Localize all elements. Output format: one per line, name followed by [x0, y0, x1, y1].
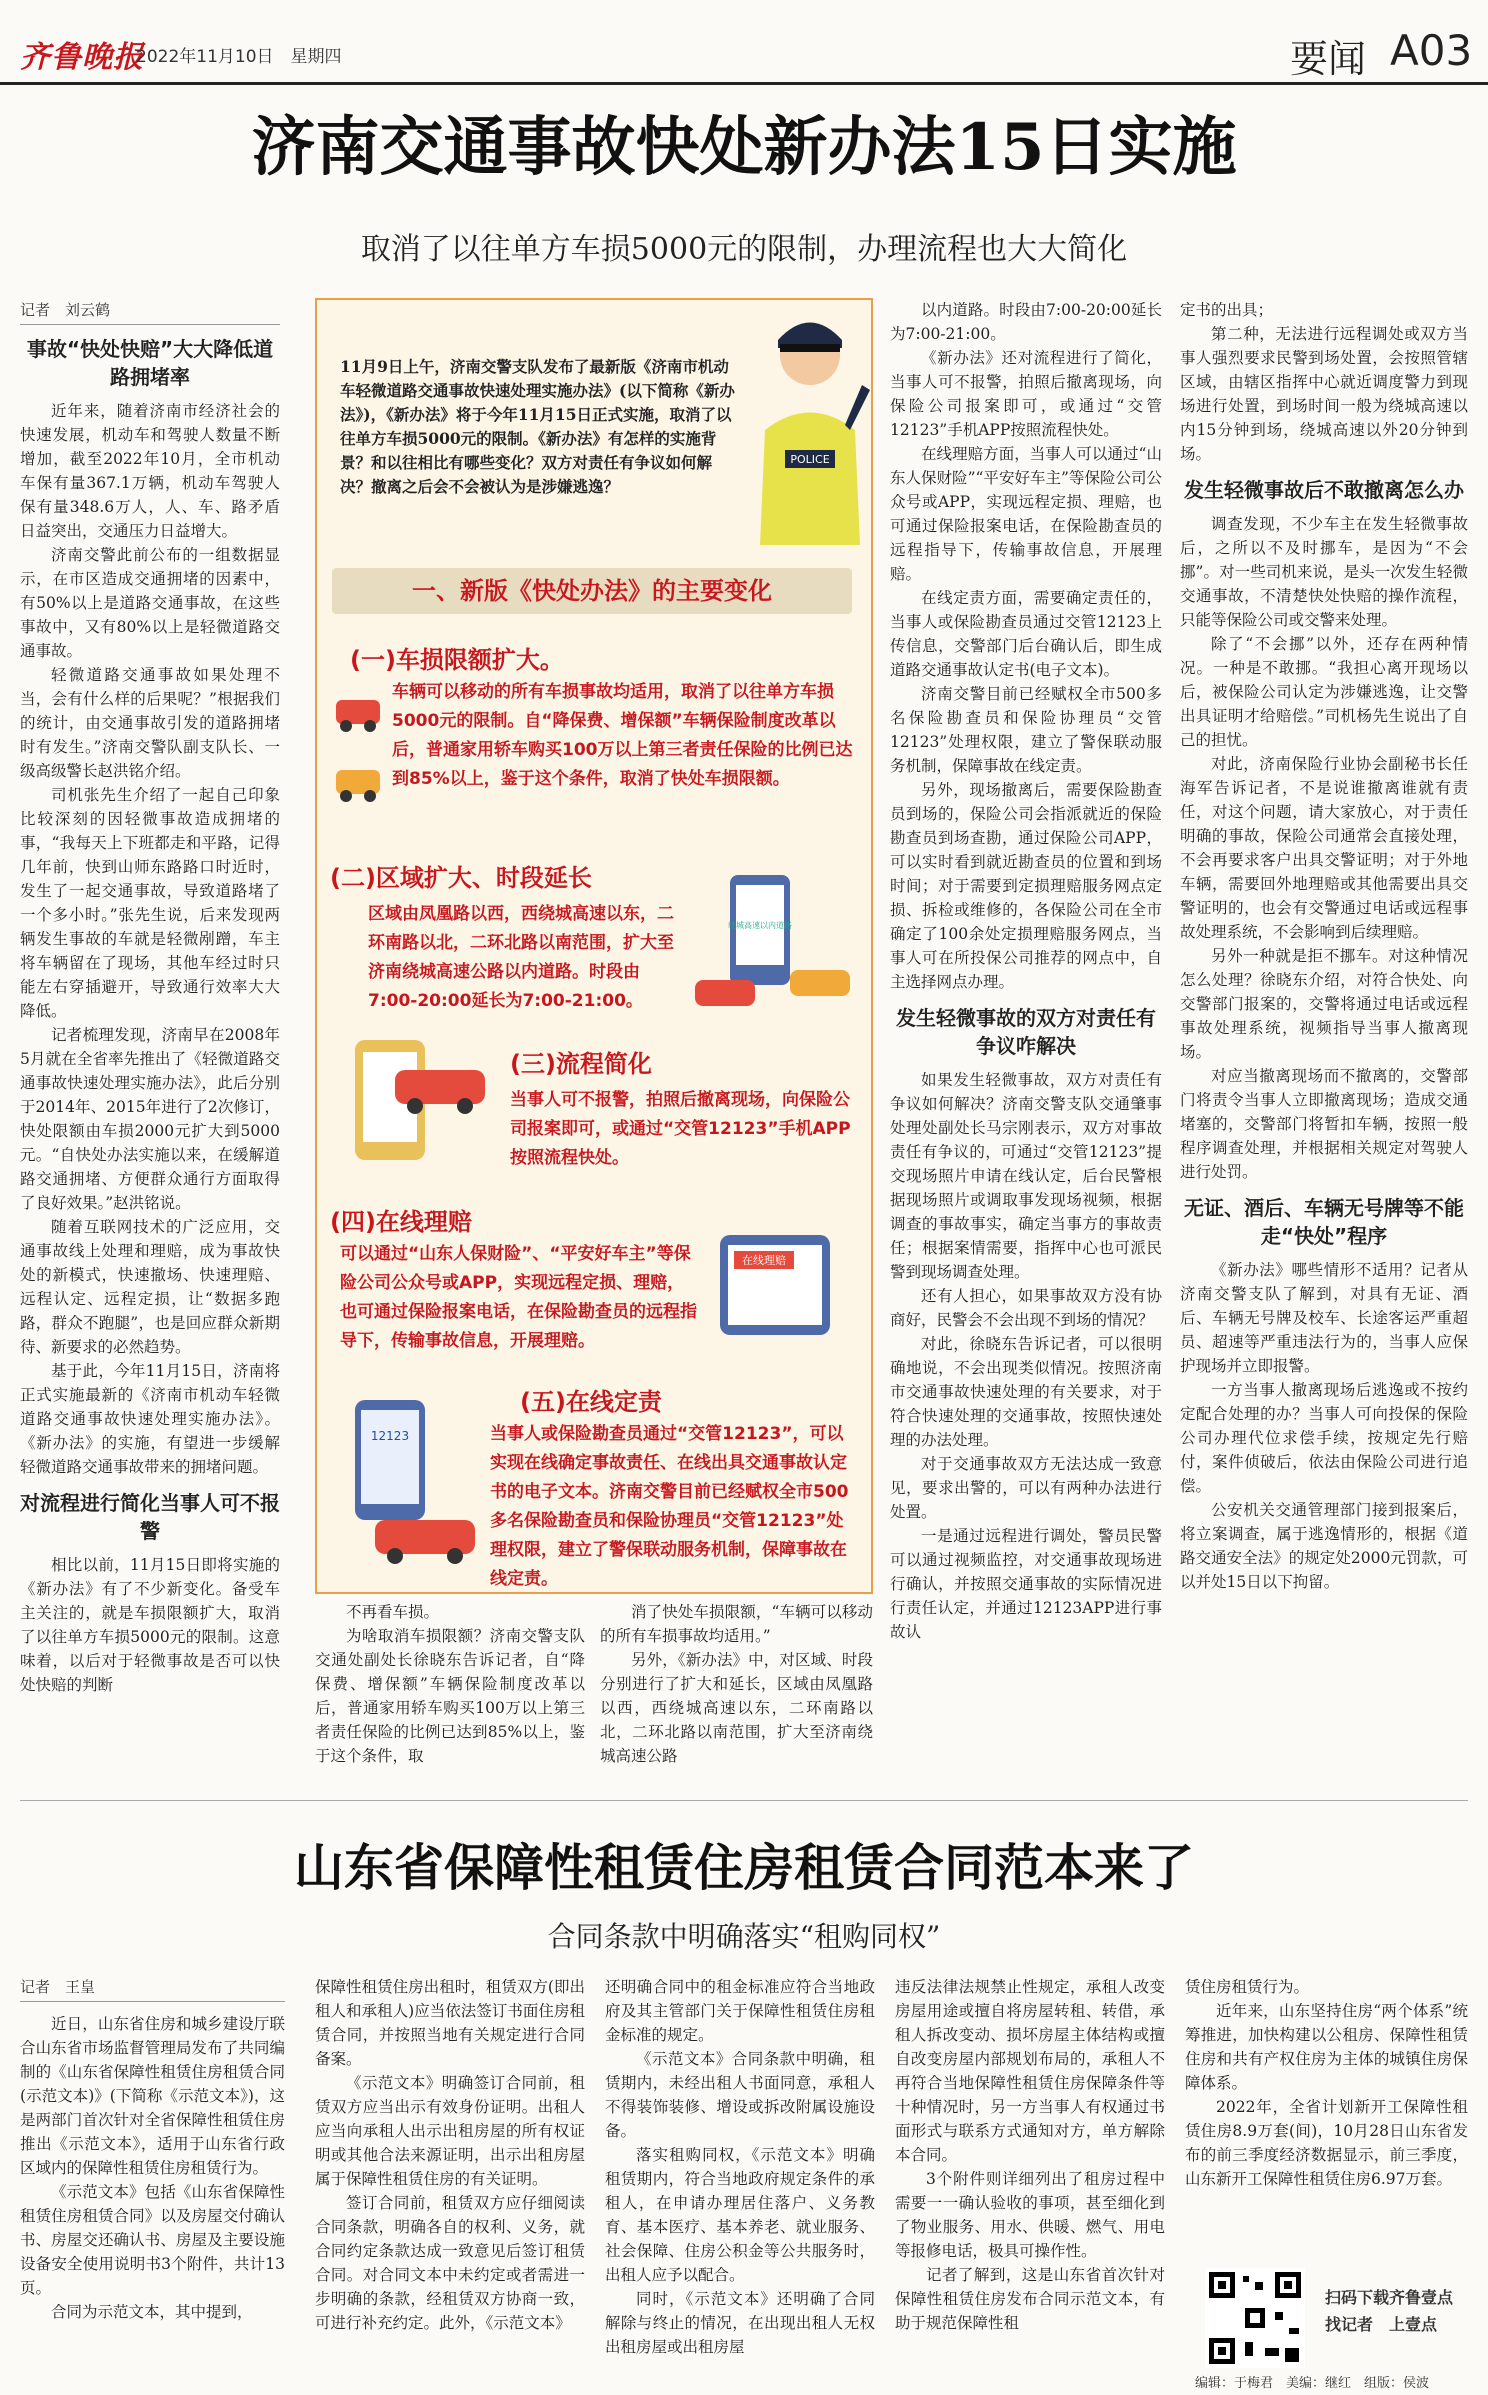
paragraph: 《示范文本》合同条款中明确，租赁期内，未经出租人书面同意，承租人不得装饰装修、增设或拆改附属设施设备。: [605, 2050, 875, 2140]
page-number: A03: [1390, 26, 1473, 75]
paragraph: 近年来，随着济南市经济社会的快速发展，机动车和驾驶人数量不断增加，截至2022年10月，全市机动车保有量367.1万辆，机动车驾驶人保有量348.6万人，人、车、路矛盾日益突出，交通压力日益增大。: [20, 402, 280, 540]
phone-screen-text: 在线理赔: [742, 1254, 786, 1267]
paragraph: 如果发生轻微事故，双方对责任有争议如何解决？济南交警支队交通肇事处理处副处长马宗刚表示，双方对事故责任有争议的，可通过“交管12123”提交现场照片申请在线认定，后台民警根据现场照片或调取事发现场视频，根据调查的事故事实，确定当事方的事故责任；根据案情需要，指挥中心也可派民警到现场调查处理。: [890, 1071, 1162, 1281]
paragraph: 《新办法》哪些情形不适用？记者从济南交警支队了解到，对具有无证、酒后、车辆无号牌及校车、长途客运严重超员、超速等严重违法行为的，当事人应保护现场并立即报警。: [1180, 1261, 1468, 1375]
paragraph: 还明确合同中的租金标准应符合当地政府及其主管部门关于保障性租赁住房租金标准的规定。: [605, 1978, 875, 2044]
paragraph: 落实租购同权，《示范文本》明确租赁期内，符合当地政府规定条件的承租人，在申请办理居住落户、义务教育、基本医疗、基本养老、就业服务、社会保障、住房公积金等公共服务时，出租人应予以配合。: [605, 2146, 875, 2284]
paragraph: 以内道路。时段由7:00-20:00延长为7:00-21:00。: [890, 301, 1162, 343]
phone-screen-text: 12123: [370, 1429, 410, 1443]
paragraph: 3个附件则详细列出了租房过程中需要一一确认验收的事项，甚至细化到了物业服务、用水、供暖、燃气、用电等报修电话，极具可操作性。: [895, 2170, 1165, 2260]
story2-column-4: [895, 1975, 1165, 2385]
paragraph: 济南交警此前公布的一组数据显示，在市区造成交通拥堵的因素中，有50%以上是道路交通事故，在这些事故中，又有80%以上是轻微道路交通事故。: [20, 546, 280, 660]
section-2-body: 区域由凤凰路以西，西绕城高速以东，二环南路以北，二环北路以南范围，扩大至济南绕城高速公路以内道路。时段由7:00-20:00延长为7:00-21:00。: [368, 904, 674, 1011]
paragraph: 同时，《示范文本》还明确了合同解除与终止的情况，在出现出租人无权出租房屋或出租房屋: [605, 2290, 875, 2356]
paragraph: 违反法律法规禁止性规定，承租人改变房屋用途或擅自将房屋转租、转借，承租人拆改变动、损坏房屋主体结构或擅自改变房屋内部规划布局的，承租人不再符合当地保障性租赁住房保障条件等十种情况时，另一方当事人有权通过书面形式与联系方式通知对方，单方解除本合同。: [895, 1978, 1165, 2164]
story1-subhead: 取消了以往单方车损5000元的限制，办理流程也大大简化: [360, 232, 1128, 267]
section-5-illustration: [335, 1390, 485, 1570]
section-name: 要闻: [1290, 37, 1367, 81]
paragraph: 2022年，全省计划新开工保障性租赁住房8.9万套(间)，10月28日山东省发布的前三季度经济数据显示，前三季度，山东新开工保障性租赁住房6.97万套。: [1185, 2098, 1468, 2188]
story1-subheading-4: 发生轻微事故后不敢撤离怎么办: [1184, 478, 1464, 502]
paragraph: 另外一种就是拒不挪车。对这种情况怎么处理？徐晓东介绍，对符合快处、向交警部门报案的，交警将通过电话或远程事故处理系统，视频指导当事人撤离现场。: [1180, 947, 1468, 1061]
section-1-illustration: [330, 680, 386, 830]
story1-column-4: [890, 298, 1162, 1788]
paragraph: 相比以前，11月15日即将实施的《新办法》有了不少新变化。备受车主关注的，就是车损限额扩大，取消了以往单方车损5000元的限制。这意味着，以后对于轻微事故是否可以快处快赔的判断: [20, 1556, 280, 1694]
traffic-police-illustration: [730, 300, 870, 545]
header-rule: [0, 82, 1488, 85]
section-1-body: 车辆可以移动的所有车损事故均适用，取消了以往单方车损5000元的限制。自“降保费、增保额”车辆保险制度改革以后，普通家用轿车购买100万以上第三者责任保险的比例已达到85%以上，鉴于这个条件，取消了快处车损限额。: [392, 682, 853, 789]
phone-screen-text: 绕城高速以内道路: [728, 921, 792, 930]
paragraph: 不再看车损。: [346, 1603, 440, 1621]
story1-subheading-5: 无证、酒后、车辆无号牌等不能走“快处”程序: [1184, 1196, 1464, 1248]
section-4-body: 可以通过“山东人保财险”、“平安好车主”等保险公司公众号或APP，实现远程定损、理赔，也可通过保险报案电话，在保险勘查员的远程指导下，传输事故信息，开展理赔。: [340, 1244, 697, 1351]
paragraph: 《示范文本》明确签订合同前，租赁双方应当出示有效身份证明。出租人应当向承租人出示出租房屋的所有权证明或其他合法来源证明，出示出租房屋属于保障性租赁住房的有关证明。: [315, 2074, 585, 2188]
section-1-title: (一)车损限额扩大。: [350, 646, 564, 674]
page-credits: 编辑：于梅君 美编：继红 组版：侯波: [1195, 2376, 1430, 2391]
paragraph: 签订合同前，租赁双方应仔细阅读合同条款，明确各自的权利、义务，就合同约定条款达成一致意见后签订租赁合同。对合同文本中未约定或者需进一步明确的条款，经租赁双方协商一致，可进行补充约定。此外，《示范文本》: [315, 2194, 585, 2332]
story1-column-2-bottom: [315, 1600, 585, 1790]
infobox-title: 一、新版《快处办法》的主要变化: [332, 568, 852, 614]
story2-headline: 山东省保障性租赁住房租赁合同范本来了: [294, 1838, 1194, 1897]
paragraph: 对此，徐晓东告诉记者，可以很明确地说，不会出现类似情况。按照济南市交通事故快速处理的有关要求，对于符合快速处理的交通事故，按照快速处理的办法处理。: [890, 1335, 1162, 1449]
paragraph: 公安机关交通管理部门接到报案后，将立案调查，属于逃逸情形的，根据《道路交通安全法》的规定处2000元罚款，可以并处15日以下拘留。: [1180, 1501, 1468, 1591]
issue-date: 2022年11月10日 星期四: [136, 47, 342, 67]
story2-column-2: [315, 1975, 585, 2385]
story1-column-1: [20, 298, 280, 1788]
paragraph: 《新办法》还对流程进行了简化，当事人可不报警，拍照后撤离现场，向保险公司报案即可，或通过“交管12123”手机APP按照流程快处。: [890, 349, 1162, 439]
qr-caption-line1: 扫码下载齐鲁壹点: [1325, 2288, 1454, 2307]
paragraph: 记者了解到，这是山东省首次针对保障性租赁住房发布合同示范文本，有助于规范保障性租: [895, 2266, 1165, 2332]
story1-subheading-1: 事故“快处快赔”大大降低道路拥堵率: [26, 337, 274, 389]
paragraph: 在线定责方面，需要确定责任的，当事人或保险勘查员通过交管12123上传信息，交警部门后台确认后，即生成道路交通事故认定书(电子文本)。: [890, 589, 1162, 679]
paragraph: 司机张先生介绍了一起自己印象比较深刻的因轻微事故造成拥堵的事，“我每天上下班都走和平路，记得几年前，快到山师东路路口时近时，发生了一起交通事故，导致道路堵了一个多小时。”张先生说，后来发现两辆发生事故的车就是轻微剐蹭，车主将车辆留在了现场，其他车经过时只能左右穿插避开，导致通行效率大大降低。: [20, 786, 280, 1020]
paragraph: 轻微道路交通事故如果处理不当，会有什么样的后果呢？”根据我们的统计，由交通事故引发的道路拥堵时有发生。”济南交警队副支队长、一级高级警长赵洪铭介绍。: [20, 666, 280, 780]
paragraph: 还有人担心，如果事故双方没有协商好，民警会不会出现不到场的情况？: [890, 1287, 1162, 1329]
section-2-title: (二)区域扩大、时段延长: [330, 864, 592, 892]
qr-caption-line2: 找记者 上壹点: [1325, 2315, 1438, 2334]
story-divider: [20, 1800, 1468, 1801]
paragraph: 对应当撤离现场而不撤离的，交警部门将责令当事人立即撤离现场；造成交通堵塞的，交警部门将暂扣车辆，按照一般程序调查处理，并根据相关规定对驾驶人进行处罚。: [1180, 1067, 1468, 1181]
paragraph: 定书的出具；: [1180, 301, 1274, 319]
story1-column-3-bottom: [600, 1600, 873, 1790]
paragraph: 合同为示范文本，其中提到，: [51, 2303, 253, 2321]
story2-column-3: [605, 1975, 875, 2385]
paragraph: 第二种，无法进行远程调处或双方当事人强烈要求民警到场处置，会按照管辖区域，由辖区指挥中心就近调度警力到现场进行处置，到场时间一般为绕城高速以内15分钟到场，绕城高速以外20分钟到场。: [1180, 325, 1468, 463]
section-3-body: 当事人可不报警，拍照后撤离现场，向保险公司报案即可，或通过“交管12123”手机APP按照流程快处。: [510, 1090, 851, 1168]
qr-code-icon[interactable]: [1195, 2268, 1315, 2368]
paragraph: 保障性租赁住房出租时，租赁双方(即出租人和承租人)应当依法签订书面住房租赁合同，并按照当地有关规定进行合同备案。: [315, 1978, 585, 2068]
section-3-illustration: [335, 1030, 495, 1180]
paragraph: 一方当事人撤离现场后逃逸或不按约定配合处理的办？当事人可向投保的保险公司办理代位求偿手续，按规定先行赔付，案件侦破后，依法由保险公司进行追偿。: [1180, 1381, 1468, 1495]
paragraph: 济南交警目前已经赋权全市500多名保险勘查员和保险协理员“交管12123”处理权限，建立了警保联动服务机制，保障事故在线定责。: [890, 685, 1162, 775]
paragraph: 随着互联网技术的广泛应用，交通事故线上处理和理赔，成为事故快处的新模式，快速撤场、快速理赔、远程认定、远程定损，让“数据多跑路，群众不跑腿”，也是回应群众新期待、新要求的必然趋势。: [20, 1218, 280, 1356]
paragraph: 对此，济南保险行业协会副秘书长任海军告诉记者，不是说谁撤离谁就有责任，对这个问题，请大家放心，对于责任明确的事故，保险公司通常会直接处理，不会再要求客户出具交警证明；对于外地车辆，需要回外地理赔或其他需要出具交警证明的，也会有交警通过电话或远程事故处理系统，不会影响到后续理赔。: [1180, 755, 1468, 941]
story1-subheading-3: 发生轻微事故的双方对责任有争议咋解决: [896, 1006, 1156, 1058]
story2-column-5: [1185, 1975, 1468, 2260]
story1-column-5: [1180, 298, 1468, 1788]
section-4-illustration: [700, 1215, 860, 1365]
paragraph: 一是通过远程进行调处，警员民警可以通过视频监控，对交通事故现场进行确认，并按照交通事故的实际情况进行责任认定，并通过12123APP进行事故认: [890, 1527, 1162, 1641]
story1-byline: 记者 刘云鹤: [20, 298, 280, 325]
section-5-body: 当事人或保险勘查员通过“交管12123”，可以实现在线确定事故责任、在线出具交通事故认定书的电子文本。济南交警目前已经赋权全市500多名保险勘查员和保险协理员“交管12123”处理权限，建立了警保联动服务机制，保障事故在线定责。: [490, 1424, 849, 1589]
paragraph: 在线理赔方面，当事人可以通过“山东人保财险”“平安好车主”等保险公司公众号或APP，实现远程定损、理赔，也可通过保险报案电话，在保险勘查员的远程指导下，传输事故信息，开展理赔。: [890, 445, 1162, 583]
story2-subhead: 合同条款中明确落实“租购同权”: [547, 1920, 941, 1953]
infobox-intro: 11月9日上午，济南交警支队发布了最新版《济南市机动车轻微道路交通事故快速处理实施办法》(以下简称《新办法》)，《新办法》将于今年11月15日正式实施，取消了以往单方车损5000元的限制。《新办法》有怎样的实施背景？和以往相比有哪些变化？双方对责任有争议如何解决？撤离之后会不会被认为是涉嫌逃逸？: [340, 357, 735, 496]
section-4-title: (四)在线理赔: [330, 1208, 472, 1236]
story2-column-1: [20, 1975, 285, 2385]
paragraph: 对于交通事故双方无法达成一致意见，要求出警的，可以有两种办法进行处置。: [890, 1455, 1162, 1521]
newspaper-logo: 齐鲁晚报: [20, 40, 144, 75]
paragraph: 近日，山东省住房和城乡建设厅联合山东省市场监督管理局发布了共同编制的《山东省保障性租赁住房租赁合同(示范文本)》(下简称《示范文本》)，这是两部门首次针对全省保障性租赁住房推出《示范文本》，适用于山东省行政区域内的保障性租赁住房租赁行为。: [20, 2015, 285, 2177]
section-2-illustration: [690, 870, 860, 1020]
paragraph: 调查发现，不少车主在发生轻微事故后，之所以不及时挪车，是因为“不会挪”。对一些司机来说，是头一次发生轻微交通事故，不清楚快处快赔的操作流程，只能等保险公司或交警来处理。: [1180, 515, 1468, 629]
story2-byline: 记者 王皇: [20, 1975, 285, 2002]
paragraph: 为啥取消车损限额？济南交警支队交通处副处长徐晓东告诉记者，自“降保费、增保额”车辆保险制度改革以后，普通家用轿车购买100万以上第三者责任保险的比例已达到85%以上，鉴于这个条件，取: [315, 1627, 585, 1765]
paragraph: 记者梳理发现，济南早在2008年5月就在全省率先推出了《轻微道路交通事故快速处理实施办法》，此后分别于2014年、2015年进行了2次修订，快处限额由车损2000元扩大到5000元。“自快处办法实施以来，在缓解道路交通拥堵、方便群众通行方面取得了良好效果。”赵洪铭说。: [20, 1026, 280, 1212]
paragraph: 赁住房租赁行为。: [1185, 1978, 1310, 1996]
story1-headline: 济南交通事故快处新办法15日实施: [251, 110, 1237, 185]
story1-subheading-2: 对流程进行简化当事人可不报警: [20, 1491, 280, 1543]
paragraph: 基于此，今年11月15日，济南将正式实施最新的《济南市机动车轻微道路交通事故快速处理实施办法》。《新办法》的实施，有望进一步缓解轻微道路交通事故带来的拥堵问题。: [20, 1362, 280, 1476]
paragraph: 另外，现场撤离后，需要保险勘查员到场的，保险公司会指派就近的保险勘查员到场查勘，通过保险公司APP，可以实时看到就近勘查员的位置和到场时间；对于需要到定损理赔服务网点定损、拆检或维修的，各保险公司在全市确定了100余处定损理赔服务网点，当事人可在所投保公司推荐的网点中，自主选择网点办理。: [890, 781, 1162, 991]
paragraph: 消了快处车损限额，“车辆可以移动的所有车损事故均适用。”: [600, 1603, 873, 1645]
section-3-title: (三)流程简化: [510, 1050, 652, 1078]
police-vest-label: POLICE: [790, 453, 830, 466]
paragraph: 《示范文本》包括《山东省保障性租赁住房租赁合同》以及房屋交付确认书、房屋交还确认书、房屋及主要设施设备安全使用说明书3个附件，共计13页。: [20, 2183, 285, 2297]
paragraph: 除了“不会挪”以外，还存在两种情况。一种是不敢挪。“我担心离开现场以后，被保险公司认定为涉嫌逃逸，让交警出具证明才给赔偿。”司机杨先生说出了自己的担忧。: [1180, 635, 1468, 749]
paragraph: 近年来，山东坚持住房“两个体系”统筹推进，加快构建以公租房、保障性租赁住房和共有产权住房为主体的城镇住房保障体系。: [1185, 2002, 1468, 2092]
section-5-title: (五)在线定责: [520, 1388, 662, 1416]
paragraph: 另外，《新办法》中，对区域、时段分别进行了扩大和延长，区域由凤凰路以西，西绕城高速以东，二环南路以北，二环北路以南范围，扩大至济南绕城高速公路: [600, 1651, 873, 1765]
